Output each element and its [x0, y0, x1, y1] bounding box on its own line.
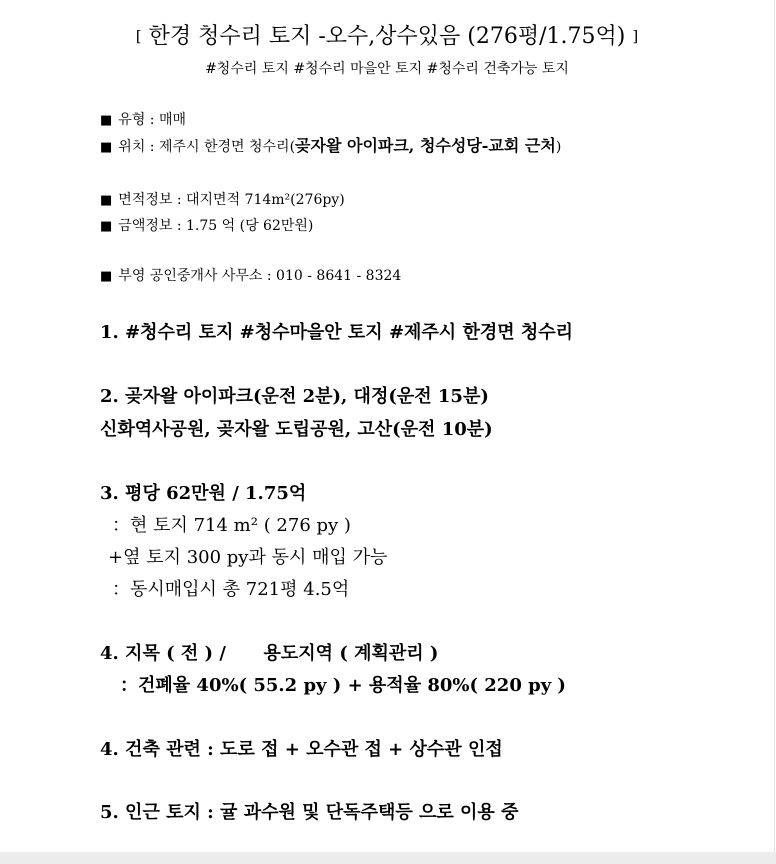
info-location [100, 136, 561, 158]
point-5-surroundings: 5. 인근 토지 : 귤 과수원 및 단독주택등 으로 이용 중 [100, 802, 519, 823]
square-bullet-icon: ■ [100, 219, 113, 234]
info-price-text: 금액정보 : 1.75 억 (당 62만원) [118, 218, 314, 234]
info-location-landmarks: 곶자왈 아이파크, 청수성당-교회 근처 [295, 136, 556, 155]
point-3-adjacent-land: +옆 토지 300 py과 동시 매입 가능 [108, 547, 388, 568]
info-area [100, 190, 345, 211]
square-bullet-icon: ■ [100, 269, 113, 284]
page-title [0, 20, 774, 53]
hashtag-subtitle: #청수리 토지 #청수리 마을안 토지 #청수리 건축가능 토지 [205, 61, 569, 77]
info-agency [100, 266, 401, 287]
title-text: 한경 청수리 토지 -오수,상수있음 (276평/1.75억) [148, 24, 626, 49]
point-2-nearby: 2. 곶자왈 아이파크(운전 2분), 대정(운전 15분) [100, 386, 489, 407]
square-bullet-icon: ■ [100, 193, 113, 208]
info-area-text: 면적정보 : 대지면적 714m²(276py) [118, 192, 345, 208]
info-agency-text: 부영 공인중개사 사무소 : 010 - 8641 - 8324 [118, 268, 402, 284]
square-bullet-icon: ■ [100, 140, 113, 155]
point-4-coverage-ratio: ：건폐율 40%( 55.2 py ) + 용적율 80%( 220 py ) [120, 675, 566, 696]
info-price [100, 216, 313, 237]
title-bracket-open: [ [135, 27, 142, 45]
point-2-nearby-cont: 신화역사공원, 곶자왈 도립공원, 고산(운전 10분) [100, 419, 493, 440]
point-3-combined-total: ：동시매입시 총 721평 4.5억 [112, 579, 350, 600]
bottom-scroll-band [0, 852, 776, 864]
info-type-text: 유형 : 매매 [118, 112, 187, 128]
point-1-hashtags: 1. #청수리 토지 #청수마을안 토지 #제주시 한경면 청수리 [100, 322, 574, 343]
point-4-zoning: 4. 지목 ( 전 ) / 용도지역 ( 계획관리 ) [100, 643, 439, 664]
title-bracket-close: ] [632, 27, 639, 45]
info-type [100, 110, 186, 131]
point-3-price: 3. 평당 62만원 / 1.75억 [100, 483, 307, 504]
point-4-building: 4. 건축 관련 : 도로 접 + 오수관 접 + 상수관 인접 [100, 739, 503, 760]
square-bullet-icon: ■ [100, 113, 113, 128]
info-location-prefix: 위치 : 제주시 한경면 청수리( [118, 139, 296, 155]
info-location-suffix: ) [555, 139, 562, 155]
point-3-current-land: ：현 토지 714 m² ( 276 py ) [112, 515, 351, 536]
